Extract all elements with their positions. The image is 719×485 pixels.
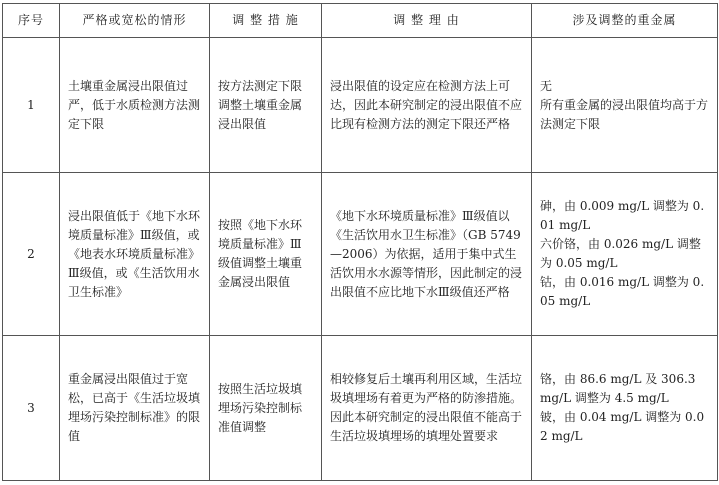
row-index: 3 <box>3 336 60 481</box>
row-index: 1 <box>3 38 60 173</box>
table-header-row <box>3 4 718 38</box>
header-metals: 涉及调整的重金属 <box>532 4 718 38</box>
row-reason: 《地下水环境质量标准》Ⅲ级值以《生活饮用水卫生标准》（GB 5749—2006）为依据，适用于集中式生活饮用水水源等情形，因此制定的浸出限值不应比地下水Ⅲ级值还严格 <box>322 173 532 336</box>
row-measure: 按方法测定下限调整土壤重金属浸出限值 <box>210 38 322 173</box>
header-measure: 调 整 措 施 <box>210 4 322 38</box>
row-metals <box>532 336 718 481</box>
adjustment-table <box>2 3 718 481</box>
metal-line: 所有重金属的浸出限值均高于方法测定下限 <box>540 97 709 131</box>
row-situation: 重金属浸出限值过于宽松，已高于《生活垃圾填埋场污染控制标准》的限值 <box>60 336 210 481</box>
header-situation: 严格或宽松的情形 <box>60 4 210 38</box>
row-index: 2 <box>3 173 60 336</box>
row-metals <box>532 173 718 336</box>
table-row <box>3 173 718 336</box>
row-metals <box>532 38 718 173</box>
table-row <box>3 38 718 173</box>
row-measure: 按照生活垃圾填埋场污染控制标准值调整 <box>210 336 322 481</box>
row-situation: 浸出限值低于《地下水环境质量标准》Ⅲ级值，或《地表水环境质量标准》Ⅲ级值，或《生活饮用水卫生标准》 <box>60 173 210 336</box>
row-measure: 按照《地下水环境质量标准》Ⅲ级值调整土壤重金属浸出限值 <box>210 173 322 336</box>
table-row <box>3 336 718 481</box>
metal-line: 六价铬，由 0.026 mg/L 调整为 0.05 mg/L <box>540 237 701 270</box>
header-index: 序号 <box>3 4 60 38</box>
metal-line: 铬，由 86.6 mg/L 及 306.3 mg/L 调整为 4.5 mg/L <box>540 372 696 405</box>
header-reason: 调 整 理 由 <box>322 4 532 38</box>
row-reason: 相较修复后土壤再利用区域，生活垃圾填埋场有着更为严格的防渗措施。因此本研究制定的浸出限值不能高于生活垃圾填埋场的填埋处置要求 <box>322 336 532 481</box>
metal-line: 钴，由 0.016 mg/L 调整为 0.05 mg/L <box>540 275 705 308</box>
row-reason: 浸出限值的设定应在检测方法上可达，因此本研究制定的浸出限值不应比现有检测方法的测定下限还严格 <box>322 38 532 173</box>
metal-line: 铍，由 0.04 mg/L 调整为 0.02 mg/L <box>540 410 705 443</box>
metal-line: 无 <box>540 78 553 93</box>
metal-line: 砷，由 0.009 mg/L 调整为 0.01 mg/L <box>540 199 705 232</box>
row-situation: 土壤重金属浸出限值过严，低于水质检测方法测定下限 <box>60 38 210 173</box>
